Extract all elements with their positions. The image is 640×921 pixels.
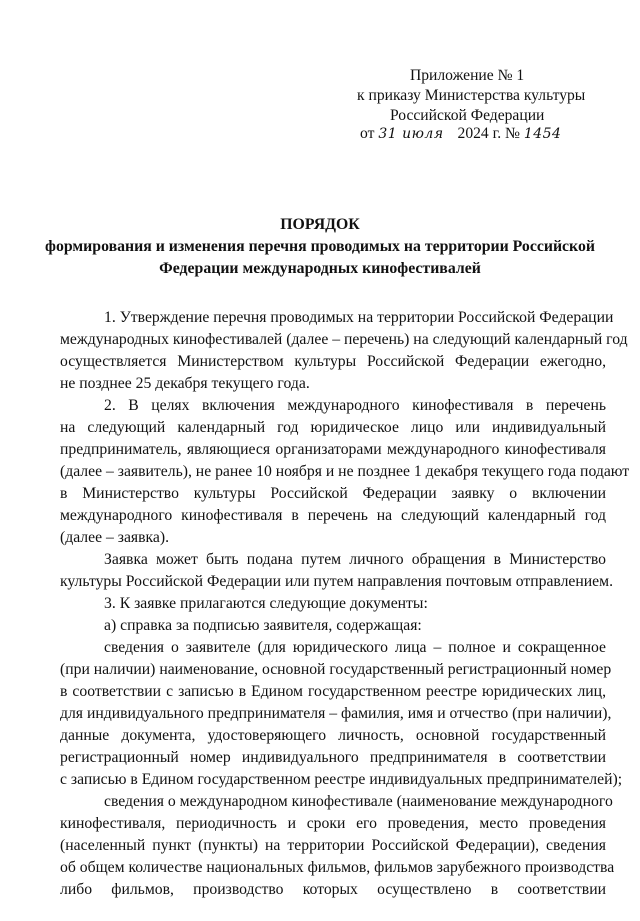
order-reference: к приказу Министерства культуры	[357, 87, 586, 104]
handwritten-date: 31 июля	[378, 126, 444, 142]
body-line: (населенный пункт (пункты) на территории Российской Федерации), сведения	[60, 837, 606, 854]
body-line: (далее – заявка).	[60, 529, 170, 546]
body-line: сведения о заявителе (для юридического лица – полное и сокращенное	[104, 639, 606, 656]
body-line: не позднее 25 декабря текущего года.	[60, 375, 310, 392]
document-subtitle-line-1: формирования и изменения перечня проводимых на территории Российской	[45, 238, 595, 255]
body-line: данные документа, удостоверяющего личность, основной государственный	[60, 727, 606, 744]
body-line: 2. В целях включения международного кинофестиваля в перечень	[104, 397, 606, 414]
body-line: 1. Утверждение перечня проводимых на территории Российской Федерации	[104, 309, 614, 326]
body-line: в Министерство культуры Российской Федерации заявку о включении	[60, 485, 606, 502]
body-line: с записью в Едином государственном реестре индивидуальных предпринимателей);	[60, 771, 623, 788]
body-line: либо фильмов, производство которых осуществлено в соответствии	[60, 881, 606, 898]
document-subtitle-line-2: Федерации международных кинофестивалей	[159, 260, 481, 277]
handwritten-number: 1454	[523, 126, 562, 142]
body-line: регистрационный номер индивидуального предпринимателя в соответствии	[60, 749, 606, 766]
body-line: международного кинофестиваля в перечень на следующий календарный год	[60, 507, 606, 524]
body-line: культуры Российской Федерации или путем направления почтовым отправлением.	[60, 573, 613, 590]
body-line: сведения о международном кинофестивале (наименование международного	[104, 793, 613, 810]
date-prefix: от	[360, 125, 375, 142]
body-line: (далее – заявитель), не ранее 10 ноября и не позднее 1 декабря текущего года подают	[60, 463, 630, 480]
body-line: предприниматель, являющиеся организаторами международного кинофестиваля	[60, 441, 606, 458]
document-title: ПОРЯДОК	[280, 216, 360, 233]
order-date-line	[360, 124, 561, 144]
body-line: а) справка за подписью заявителя, содержащая:	[104, 617, 422, 634]
body-line: в соответствии с записью в Едином государственном реестре юридических лиц,	[60, 683, 606, 700]
body-line: международных кинофестивалей (далее – перечень) на следующий календарный год	[60, 331, 628, 348]
appendix-number: Приложение № 1	[410, 67, 525, 84]
body-line: об общем количестве национальных фильмов, фильмов зарубежного производства	[60, 859, 615, 876]
body-line: для индивидуального предпринимателя – фамилия, имя и отчество (при наличии),	[60, 705, 612, 722]
body-line: кинофестиваля, периодичность и сроки его проведения, место проведения	[60, 815, 606, 832]
year-label: 2024 г. №	[457, 125, 520, 142]
body-line: (при наличии) наименование, основной государственный регистрационный номер	[60, 661, 612, 678]
body-line: Заявка может быть подана путем личного обращения в Министерство	[104, 551, 606, 568]
ministry-federation: Российской Федерации	[390, 107, 545, 124]
body-line: 3. К заявке прилагаются следующие документы:	[104, 595, 428, 612]
body-line: осуществляется Министерством культуры Российской Федерации ежегодно,	[60, 353, 606, 370]
body-line: на следующий календарный год юридическое лицо или индивидуальный	[60, 419, 606, 436]
